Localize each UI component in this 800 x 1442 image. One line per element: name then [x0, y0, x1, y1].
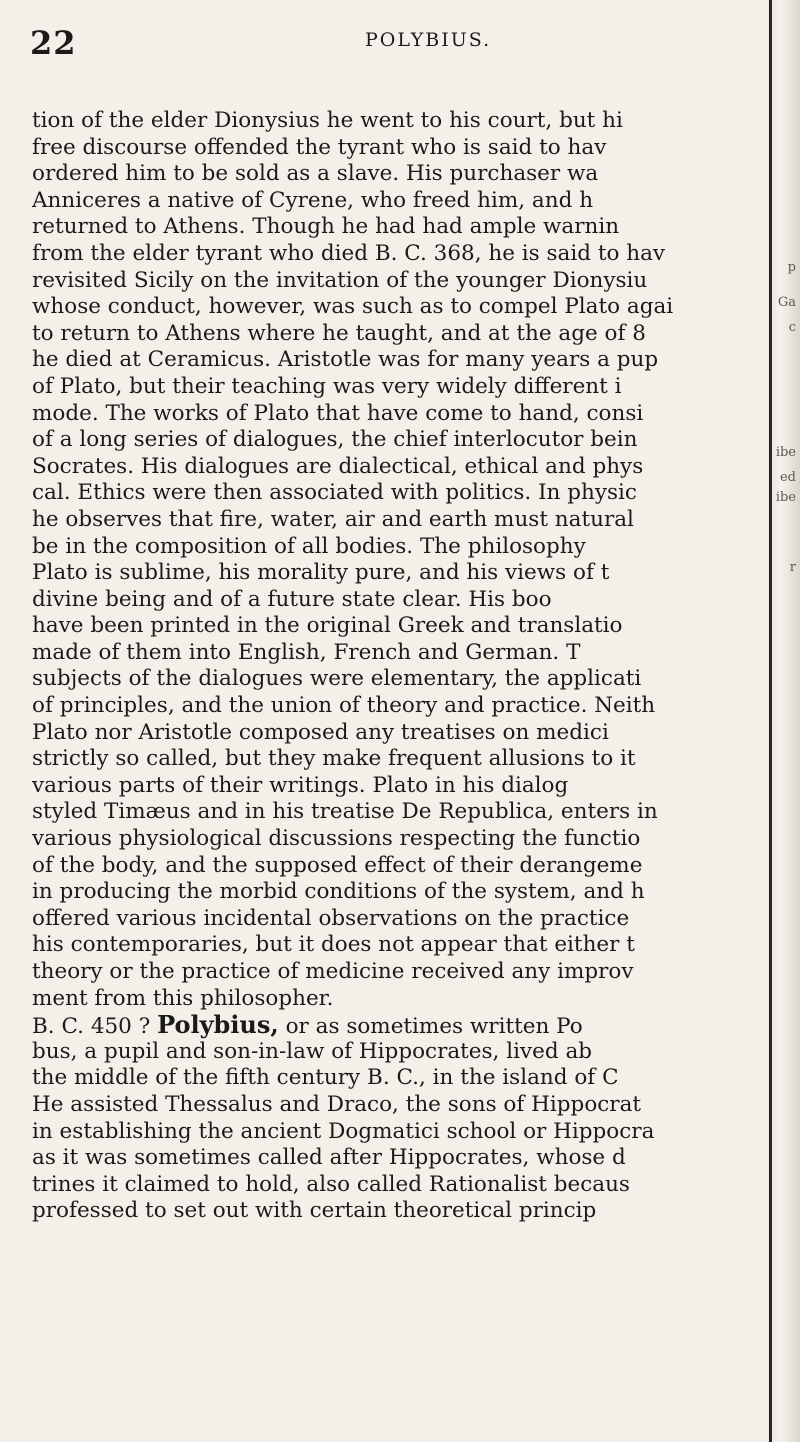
- facing-page-fragment: p: [787, 260, 796, 275]
- text-line: in establishing the ancient Dogmatici school or Hippocra: [32, 1118, 655, 1144]
- text-line: trines it claimed to hold, also called Rationalist becaus: [32, 1171, 630, 1197]
- text-line: returned to Athens. Though he had had ample warnin: [32, 214, 620, 240]
- text-line: of the body, and the supposed effect of their derangeme: [32, 852, 643, 878]
- text-line: of a long series of dialogues, the chief interlocutor bein: [32, 427, 638, 453]
- text-line: [32, 1012, 767, 1039]
- text-line: he died at Ceramicus. Aristotle was for many years a pup: [32, 347, 659, 373]
- text-line: various parts of their writings. Plato in his dialog: [32, 772, 569, 798]
- facing-page-fragment: c: [788, 320, 796, 335]
- text-line: from the elder tyrant who died B. C. 368, he is said to hav: [32, 240, 666, 266]
- facing-page-fragment: r: [789, 560, 796, 575]
- text-line: whose conduct, however, was such as to compel Plato agai: [32, 294, 674, 320]
- text-line: of principles, and the union of theory and practice. Neith: [32, 693, 656, 719]
- text-line: Anniceres a native of Cyrene, who freed him, and h: [32, 187, 594, 213]
- text-line: the middle of the fifth century B. C., in the island of C: [32, 1065, 619, 1091]
- text-line: revisited Sicily on the invitation of the younger Dionysiu: [32, 267, 648, 293]
- text-line: ordered him to be sold as a slave. His purchaser wa: [32, 161, 599, 187]
- text-line: have been printed in the original Greek and translatio: [32, 613, 623, 639]
- text-line: offered various incidental observations on the practice: [32, 905, 630, 931]
- text-line: He assisted Thessalus and Draco, the sons of Hippocrat: [32, 1091, 642, 1117]
- text-line: subjects of the dialogues were elementary, the applicati: [32, 666, 642, 692]
- text-line: divine being and of a future state clear. His boo: [32, 586, 552, 612]
- text-line: his contemporaries, but it does not appear that either t: [32, 932, 635, 958]
- facing-page-fragment: Ga: [777, 295, 796, 310]
- text-line: various physiological discussions respecting the functio: [32, 826, 641, 852]
- facing-page-fragment: ed: [779, 470, 796, 485]
- text-line: bus, a pupil and son-in-law of Hippocrates, lived ab: [32, 1038, 593, 1064]
- text-line: mode. The works of Plato that have come to hand, consi: [32, 400, 644, 426]
- facing-page-fragment: ibe: [775, 490, 796, 505]
- facing-page-edge: [768, 0, 800, 1442]
- entry-heading: Polybius,: [157, 1012, 279, 1039]
- text-line: cal. Ethics were then associated with politics. In physic: [32, 480, 637, 506]
- text-line: free discourse offended the tyrant who is said to hav: [32, 134, 607, 160]
- text-line: Socrates. His dialogues are dialectical, ethical and phys: [32, 453, 644, 479]
- page-header: [30, 24, 750, 68]
- text-line: theory or the practice of medicine received any improv: [32, 959, 634, 984]
- text-line: he observes that fire, water, air and earth must natural: [32, 506, 634, 532]
- body-text: [32, 108, 767, 1225]
- text-line: as it was sometimes called after Hippocrates, whose d: [32, 1145, 626, 1171]
- text-line: made of them into English, French and German. T: [32, 639, 581, 665]
- text-line: Plato nor Aristotle composed any treatises on medici: [32, 719, 609, 745]
- running-title: POLYBIUS.: [365, 29, 492, 51]
- text-line: ment from this philosopher.: [32, 985, 334, 1011]
- text-line: to return to Athens where he taught, and at the age of 8: [32, 320, 646, 346]
- text-line: be in the composition of all bodies. The philosophy: [32, 533, 586, 559]
- page-fold-line: [769, 0, 772, 1442]
- text-line: strictly so called, but they make frequent allusions to it: [32, 746, 636, 772]
- text-line: professed to set out with certain theoretical princip: [32, 1198, 597, 1224]
- text-line: tion of the elder Dionysius he went to his court, but hi: [32, 108, 623, 133]
- text-line: styled Timæus and in his treatise De Republica, enters in: [32, 799, 658, 825]
- page-number: 22: [30, 24, 77, 62]
- text-line: Plato is sublime, his morality pure, and his views of t: [32, 560, 610, 586]
- text-line-prefix: B. C. 450 ?: [32, 1014, 158, 1039]
- text-line: of Plato, but their teaching was very widely different i: [32, 373, 622, 399]
- text-line-suffix: or as sometimes written Po: [278, 1014, 583, 1039]
- facing-page-fragment: ibe: [775, 445, 796, 460]
- text-line: in producing the morbid conditions of the system, and h: [32, 879, 645, 905]
